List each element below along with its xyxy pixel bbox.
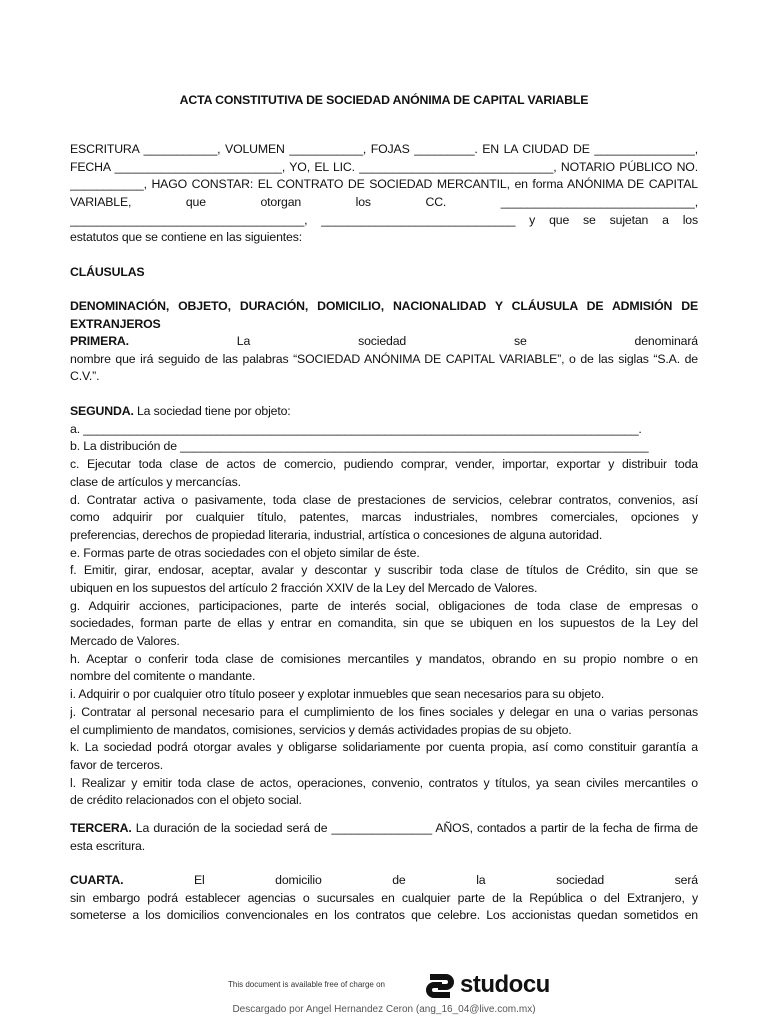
clause-line: sin embargo podrá establecer agencias o sucursales en cualquier parte de la República o del Extranjero, y <box>70 890 698 905</box>
list-item: el cumplimiento de mandatos, comisiones, servicios y demás actividades propias de su objeto. <box>70 722 572 737</box>
studocu-brand-link[interactable]: studocu <box>460 971 550 998</box>
list-item: preferencias, derechos de propiedad literaria, industrial, artística o concesiones de alguna autoridad. <box>70 527 603 542</box>
studocu-logo-icon[interactable] <box>424 970 456 1002</box>
availability-note: This document is available free of charge on <box>228 980 385 989</box>
list-item: f. Emitir, girar, endosar, aceptar, avalar y descontar y suscribir toda clase de títulos de Crédito, sin que se <box>70 563 698 578</box>
list-item: b. La distribución de ______________________________________________________________________ <box>70 439 649 454</box>
downloaded-by-note: Descargado por Angel Hernandez Ceron (ang_16_04@live.com.mx) <box>232 1004 536 1015</box>
list-item: favor de terceros. <box>70 757 163 772</box>
intro-line: FECHA _________________________, YO, EL LIC. _____________________________, NOTARIO PÚBLICO NO. <box>70 159 698 174</box>
clause-line: PRIMERA. La sociedad se denominará <box>70 334 698 348</box>
intro-paragraph <box>70 141 698 247</box>
list-item: ubiquen en los supuestos del artículo 2 fracción XXIV de la Ley del Mercado de Valores. <box>70 580 538 595</box>
list-item: Mercado de Valores. <box>70 634 180 649</box>
list-item: a. ___________________________________________________________________________________. <box>70 421 642 436</box>
clause-label: CUARTA. <box>70 873 124 887</box>
clause-tercera <box>70 820 698 855</box>
clause-line: nombre que irá seguido de las palabras “SOCIEDAD ANÓNIMA DE CAPITAL VARIABLE”, o de las siglas “S.A. de <box>70 351 698 366</box>
section-heading <box>70 298 698 333</box>
list-item: como adquirir por cualquier título, patentes, marcas industriales, nombres comerciales, opciones y <box>70 510 698 525</box>
list-item: h. Aceptar o conferir toda clase de comisiones mercantiles y mandatos, obrando en su propio nombre o en <box>70 651 698 666</box>
list-item: l. Realizar y emitir toda clase de actos, operaciones, convenio, contratos y títulos, ya sean civiles mercantiles o <box>70 775 698 790</box>
list-item: i. Adquirir o por cualquier otro título poseer y explotar inmuebles que sean necesarios para su objeto. <box>70 687 605 702</box>
clause-label: SEGUNDA. <box>70 404 134 418</box>
clause-segunda <box>70 403 698 810</box>
intro-line: ESCRITURA ___________, VOLUMEN ___________, FOJAS _________. EN LA CIUDAD DE _______________, <box>70 142 698 156</box>
clause-line: CUARTA. El domicilio de la sociedad será <box>70 873 698 887</box>
section-heading-line: DENOMINACIÓN, OBJETO, DURACIÓN, DOMICILIO, NACIONALIDAD Y CLÁUSULA DE ADMISIÓN DE <box>70 299 698 313</box>
intro-line: ___________________________________, _____________________________ y que se sujetan a los <box>70 212 698 227</box>
list-item: de crédito relacionados con el objeto social. <box>70 793 302 808</box>
section-heading-line: EXTRANJEROS <box>70 316 161 331</box>
list-item: k. La sociedad podrá otorgar avales y obligarse solidariamente por cuenta propia, así como constituir garantía a <box>70 740 698 755</box>
list-item: j. Contratar al personal necesario para el cumplimiento de los fines sociales y delegar en una o varias personas <box>70 704 698 719</box>
list-item: sociedades, forman parte de ellas y entrar en comandita, sin que se ubiquen en los supuestos de la Ley del <box>70 616 698 631</box>
clause-label: PRIMERA. <box>70 334 129 348</box>
list-item: nombre del comitente o mandante. <box>70 669 256 684</box>
clause-line: TERCERA. La duración de la sociedad será de _______________ AÑOS, contados a partir de la fecha de firma de <box>70 821 698 835</box>
intro-line: estatutos que se contiene en las siguientes: <box>70 230 302 245</box>
list-item: g. Adquirir acciones, participaciones, parte de interés social, obligaciones de toda clase de empresas o <box>70 598 698 613</box>
clause-line: someterse a los domicilios convencionales en los contratos que celebre. Los accionistas quedan sometidos en <box>70 908 698 923</box>
intro-line: VARIABLE, que otorgan los CC. _____________________________, <box>70 195 698 210</box>
list-item: e. Formas parte de otras sociedades con el objeto similar de éste. <box>70 545 420 560</box>
document-title: ACTA CONSTITUTIVA DE SOCIEDAD ANÓNIMA DE CAPITAL VARIABLE <box>179 93 589 107</box>
list-item: d. Contratar activa o pasivamente, toda clase de prestaciones de servicios, celebrar contratos, convenios, así <box>70 492 698 507</box>
clause-line: C.V.”. <box>70 369 100 384</box>
clause-line: esta escritura. <box>70 838 145 853</box>
clause-primera <box>70 333 698 386</box>
clause-cuarta <box>70 872 698 925</box>
list-item: clase de artículos y mercancías. <box>70 474 241 489</box>
clausulas-heading: CLÁUSULAS <box>70 265 145 279</box>
clause-label: TERCERA. <box>70 821 132 835</box>
clause-line: SEGUNDA. La sociedad tiene por objeto: <box>70 404 291 418</box>
intro-line: ___________, HAGO CONSTAR: EL CONTRATO DE SOCIEDAD MERCANTIL, en forma ANÓNIMA DE CAPITAL <box>70 177 698 192</box>
list-item: c. Ejecutar toda clase de actos de comercio, pudiendo comprar, vender, importar, exportar y distribuir toda <box>70 457 698 472</box>
page-footer <box>0 966 768 1024</box>
